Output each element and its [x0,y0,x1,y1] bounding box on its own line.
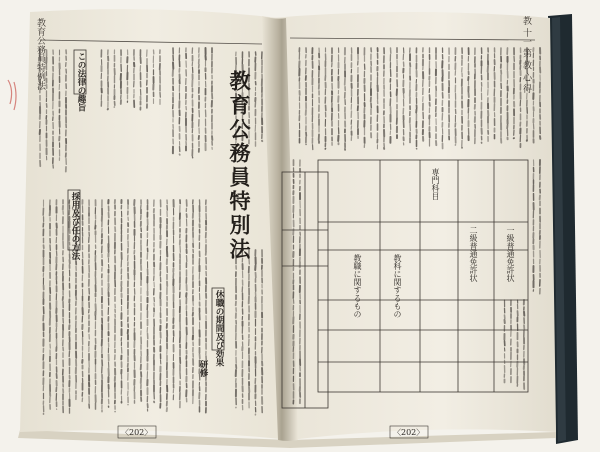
chapter-title: 教育公務員特別法 [227,70,252,262]
table-label-2: 二級普通免許状 [469,226,478,282]
section-heading-4: 研修 [198,360,208,377]
right-page-number: 〈202〉 [393,428,425,437]
section-heading-3: 休職の期間及び効果 [214,290,224,367]
section-heading-1: この法律の趣旨 [76,52,86,112]
section-heading-2: 採用及び任の方法 [70,192,80,260]
table-label-3: 専門科目 [431,168,440,200]
table-label-1: 一級普通免許状 [506,226,515,282]
left-running-head: 教育公務員特例法 [35,18,45,90]
left-page-number: 〈202〉 [121,428,153,437]
right-running-head: 教 十一 第 教 心 得 [521,16,531,94]
table-label-5: 教職に関するもの [353,254,362,318]
table-label-4: 教科に関するもの [393,254,402,318]
